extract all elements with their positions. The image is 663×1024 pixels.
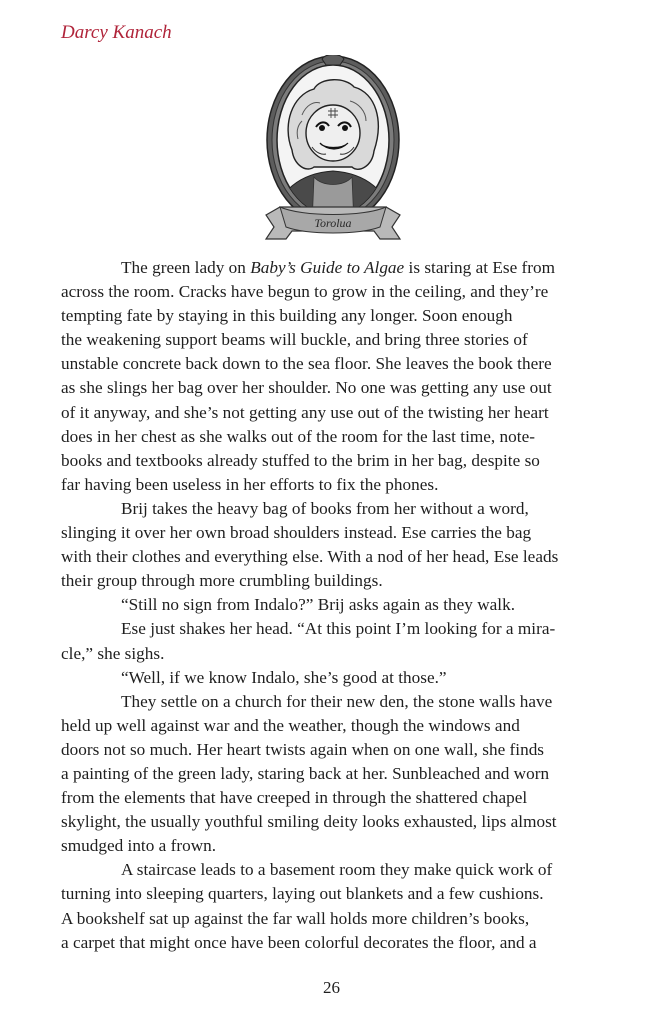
paragraph bbox=[61, 256, 606, 497]
character-portrait bbox=[262, 55, 404, 245]
paragraph bbox=[61, 858, 606, 954]
portrait-caption: Torolua bbox=[314, 216, 352, 230]
text-line: turning into sleeping quarters, laying out blankets and a few cushions. bbox=[61, 884, 544, 904]
text-line: A bookshelf sat up against the far wall holds more children’s books, bbox=[61, 908, 530, 928]
text-line: cle,” she sighs. bbox=[61, 643, 165, 663]
text-line: books and textbooks already stuffed to the brim in her bag, despite so bbox=[61, 450, 540, 470]
text-line: a carpet that might once have been colorful decorates the floor, and a bbox=[61, 932, 537, 952]
paragraph bbox=[61, 593, 606, 617]
paragraph bbox=[61, 666, 606, 690]
text-line: Ese just shakes her head. “At this point I’m looking for a mira- bbox=[121, 619, 556, 639]
text-line: the weakening support beams will buckle, and bring three stories of bbox=[61, 330, 528, 350]
paragraph bbox=[61, 497, 606, 593]
text-line: their group through more crumbling buildings. bbox=[61, 571, 383, 591]
text-line: skylight, the usually youthful smiling deity looks exhausted, lips almost bbox=[61, 812, 557, 832]
text-run: is staring at Ese from bbox=[404, 258, 556, 277]
text-line: Brij takes the heavy bag of books from her without a word, bbox=[121, 498, 529, 518]
text-line: They settle on a church for their new den, the stone walls have bbox=[121, 691, 553, 711]
text-line: doors not so much. Her heart twists again when on one wall, she finds bbox=[61, 739, 545, 759]
paragraph bbox=[61, 617, 606, 665]
page-number: 26 bbox=[323, 978, 340, 997]
book-title-italic: Baby’s Guide to Algae bbox=[250, 258, 405, 277]
text-line: far having been useless in her efforts to fix the phones. bbox=[61, 474, 439, 494]
text-line: smudged into a frown. bbox=[61, 836, 217, 856]
portrait-face bbox=[306, 105, 360, 161]
body-text bbox=[61, 256, 606, 955]
text-line: slinging it over her own broad shoulders instead. Ese carries the bag bbox=[61, 523, 532, 543]
text-line: does in her chest as she walks out of the room for the last time, note- bbox=[61, 426, 535, 446]
text-line bbox=[61, 256, 606, 280]
paragraph bbox=[61, 690, 606, 859]
text-line: a painting of the green lady, staring back at her. Sunbleached and worn bbox=[61, 763, 550, 783]
text-line: unstable concrete back down to the sea floor. She leaves the book there bbox=[61, 354, 552, 374]
text-line: as she slings her bag over her shoulder. No one was getting any use out bbox=[61, 378, 552, 398]
text-line: across the room. Cracks have begun to grow in the ceiling, and they’re bbox=[61, 282, 549, 302]
text-line: “Well, if we know Indalo, she’s good at those.” bbox=[121, 667, 447, 687]
frame-crest bbox=[322, 55, 344, 65]
running-header-author: Darcy Kanach bbox=[61, 22, 172, 43]
text-line: tempting fate by staying in this building any longer. Soon enough bbox=[61, 306, 513, 326]
text-line: A staircase leads to a basement room they make quick work of bbox=[121, 860, 553, 880]
text-line: with their clothes and everything else. With a nod of her head, Ese leads bbox=[61, 547, 559, 567]
text-line: “Still no sign from Indalo?” Brij asks again as they walk. bbox=[121, 595, 516, 615]
text-line: held up well against war and the weather, though the windows and bbox=[61, 715, 520, 735]
text-run: The green lady on bbox=[121, 258, 251, 277]
text-line: of it anyway, and she’s not getting any use out of the twisting her heart bbox=[61, 402, 549, 422]
text-line: from the elements that have creeped in through the shattered chapel bbox=[61, 788, 528, 808]
